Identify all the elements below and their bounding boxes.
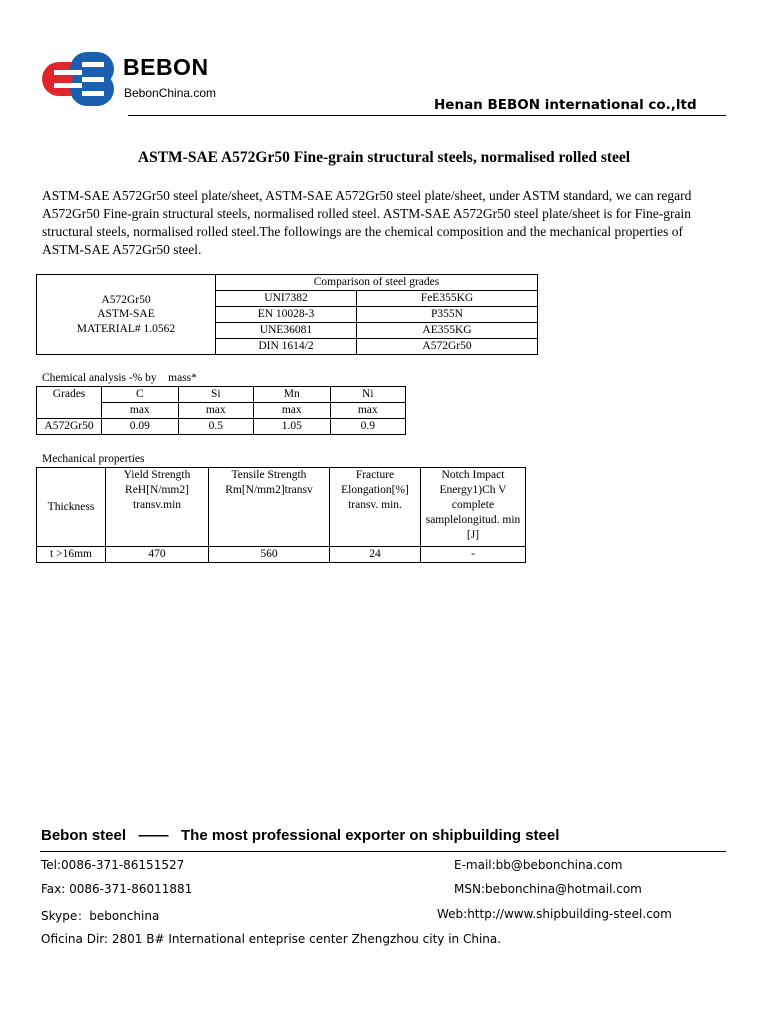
table-row bbox=[37, 419, 406, 435]
office-address: Oficina Dir: 2801 B# International enteprise center Zhengzhou city in China. bbox=[41, 932, 502, 946]
brand-site: BebonChina.com bbox=[124, 86, 217, 100]
table-header-cell: Grades bbox=[37, 387, 102, 419]
table-cell: t >16mm bbox=[37, 547, 106, 563]
page-title: ASTM-SAE A572Gr50 Fine-grain structural steels, normalised rolled steel bbox=[137, 149, 631, 166]
contact-skype: Skype：bebonchina bbox=[41, 909, 160, 923]
table-cell: AE355KG bbox=[357, 323, 538, 339]
table-header-cell: Si bbox=[178, 387, 253, 403]
table-cell: A572Gr50 bbox=[357, 339, 538, 355]
table-cell: DIN 1614/2 bbox=[216, 339, 357, 355]
table-cell: A572Gr50 bbox=[37, 419, 102, 435]
table-cell: 470 bbox=[106, 547, 209, 563]
contact-web-link[interactable]: Web:http://www.shipbuilding-steel.com bbox=[437, 907, 672, 921]
table-header-cell: Comparison of steel grades bbox=[216, 275, 538, 291]
mechanical-properties-table bbox=[36, 467, 526, 563]
table-header-cell: Tensile Strength Rm[N/mm2]transv bbox=[209, 468, 330, 547]
brand-name: BEBON bbox=[123, 54, 209, 80]
mechanical-properties-label: Mechanical properties bbox=[42, 453, 145, 465]
table-header-cell: Fracture Elongation[%] transv. min. bbox=[330, 468, 421, 547]
chemical-analysis-table bbox=[36, 386, 406, 435]
material-line: ASTM-SAE bbox=[97, 308, 155, 321]
table-cell: max bbox=[178, 403, 253, 419]
contact-fax: Fax: 0086-371-86011881 bbox=[41, 882, 193, 896]
table-header-cell: Notch Impact Energy1)Ch V complete samplelongitud. min [J] bbox=[421, 468, 526, 547]
footer-slogan: Bebon steel —— The most professional exporter on shipbuilding steel bbox=[41, 827, 560, 844]
contact-tel: Tel:0086-371-86151527 bbox=[41, 858, 185, 872]
header-divider bbox=[128, 115, 726, 116]
table-row bbox=[37, 547, 526, 563]
table-cell: 0.09 bbox=[102, 419, 179, 435]
material-cell bbox=[37, 275, 216, 355]
bebon-logo-icon bbox=[40, 48, 116, 110]
footer-divider bbox=[40, 851, 726, 852]
table-cell: 0.5 bbox=[178, 419, 253, 435]
material-line: A572Gr50 bbox=[101, 293, 151, 306]
table-header-row bbox=[37, 468, 526, 547]
table-cell: P355N bbox=[357, 307, 538, 323]
table-header-row bbox=[37, 387, 406, 403]
grades-comparison-table bbox=[36, 274, 538, 355]
chemical-analysis-label: Chemical analysis -% by mass* bbox=[42, 372, 197, 384]
table-header-cell: Thickness bbox=[37, 468, 106, 547]
table-cell: max bbox=[330, 403, 405, 419]
table-cell: EN 10028-3 bbox=[216, 307, 357, 323]
table-cell: 24 bbox=[330, 547, 421, 563]
company-name: Henan BEBON international co.,ltd bbox=[434, 97, 697, 113]
table-header-cell: Mn bbox=[253, 387, 330, 403]
table-cell: 560 bbox=[209, 547, 330, 563]
table-cell: max bbox=[253, 403, 330, 419]
table-header-cell: Ni bbox=[330, 387, 405, 403]
material-line: MATERIAL# 1.0562 bbox=[76, 322, 176, 335]
table-header-cell: C bbox=[102, 387, 179, 403]
table-cell: 1.05 bbox=[253, 419, 330, 435]
table-cell: UNE36081 bbox=[216, 323, 357, 339]
table-cell: 0.9 bbox=[330, 419, 405, 435]
table-cell: max bbox=[102, 403, 179, 419]
table-cell: UNI7382 bbox=[216, 291, 357, 307]
intro-paragraph: ASTM-SAE A572Gr50 steel plate/sheet, ASTM-SAE A572Gr50 steel plate/sheet, under ASTM standard, we can regard A572Gr50 Fine-grain structural steels, normalised rolled steel. ASTM-SAE A572Gr50 steel plate/sheet is for Fine-grain structural steels, normalised rolled steel.The followings are the chemical composition and the mechanical properties of ASTM-SAE A572Gr50 steel. bbox=[42, 188, 692, 257]
table-cell: - bbox=[421, 547, 526, 563]
table-header-cell: Yield Strength ReH[N/mm2] transv.min bbox=[106, 468, 209, 547]
contact-msn: MSN:bebonchina@hotmail.com bbox=[454, 882, 642, 896]
table-cell: FeE355KG bbox=[357, 291, 538, 307]
contact-email[interactable]: E-mail:bb@bebonchina.com bbox=[454, 858, 623, 872]
